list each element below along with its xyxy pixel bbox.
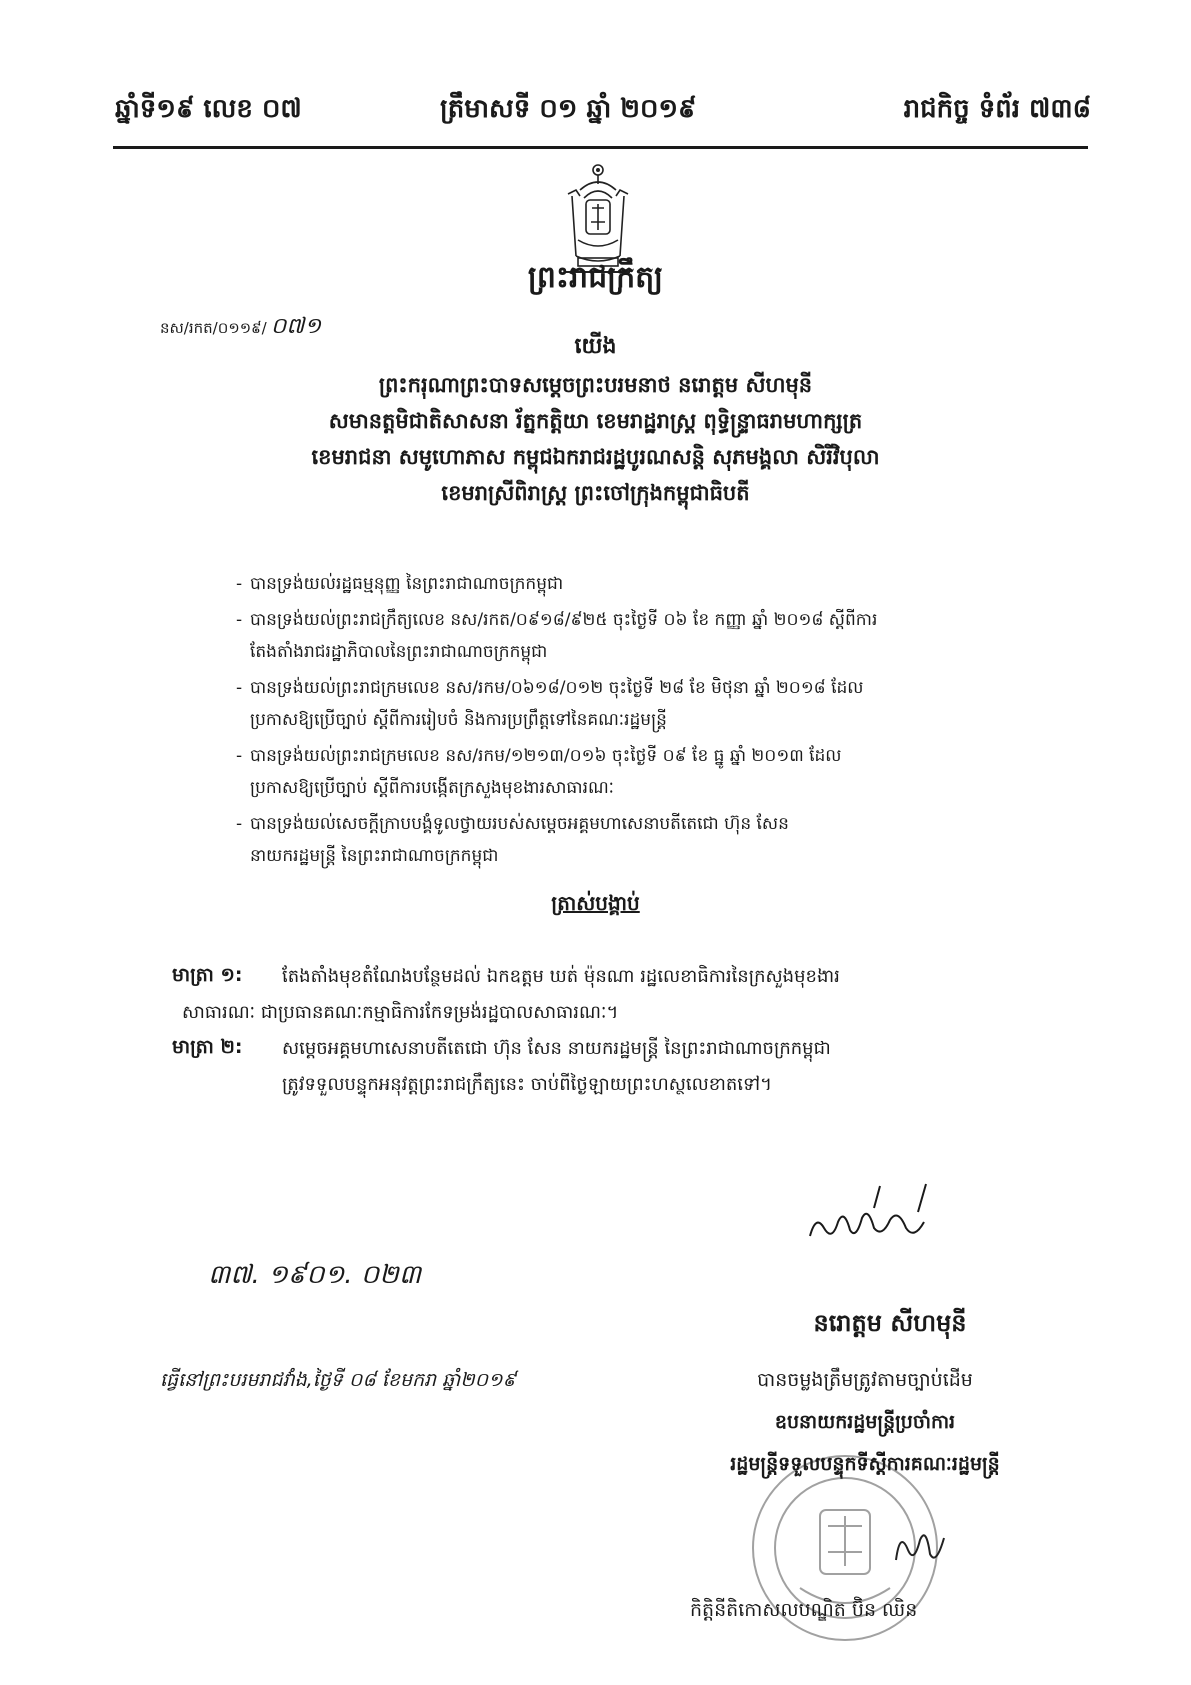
article-2-line-1: សម្ដេចអគ្គមហាសេនាបតីតេជោ ហ៊ុន សែន នាយករដ្ឋមន្ដ្រី នៃព្រះរាជាណាចក្រកម្ពុជា xyxy=(282,1038,831,1059)
certified-copy-note: បានចម្លងត្រឹមត្រូវតាមច្បាប់ដើម xyxy=(757,1369,973,1391)
signing-place-date: ធ្វើនៅព្រះបរមរាជវាំង,ថ្ងៃទី ០៨ ខែមករា ឆ្នាំ២០១៩ xyxy=(160,1369,516,1391)
king-title-line-1: ព្រះករុណាព្រះបាទសម្ដេចព្រះបរមនាថ នរោត្ដម សីហមុនី xyxy=(378,373,813,397)
handwritten-registration-number: ៣៧. ១៩០១. ០២៣ xyxy=(208,1260,422,1290)
article-1-label: មាត្រា ១: xyxy=(172,964,243,986)
gazette-page-number: រាជកិច្ច ទំព័រ ៧៣៨ xyxy=(903,94,1091,124)
preamble-line: បានទ្រង់យល់ព្រះរាជក្រឹត្យលេខ នស/រកត/០៩១៨/៩២៥ ចុះថ្ងៃទី ០៦ ខែ កញ្ញា ឆ្នាំ ២០១៨ ស្ដីពីការ xyxy=(250,610,878,630)
article-1-line-1: តែងតាំងមុខតំណែងបន្ថែមដល់ ឯកឧត្ដម ឃត់ ម៉ុនណា រដ្ឋលេខាធិការនៃក្រសួងមុខងារ xyxy=(282,966,840,987)
preamble-line: បានទ្រង់យល់រដ្ឋធម្មនុញ្ញ នៃព្រះរាជាណាចក្រកម្ពុជា xyxy=(250,574,564,594)
preamble-line: បានទ្រង់យល់ព្រះរាជក្រមលេខ នស/រកម/១២១៣/០១៦ ចុះថ្ងៃទី ០៩ ខែ ធ្នូ ឆ្នាំ ២០១៣ ដែល xyxy=(250,746,842,766)
king-name: នរោត្ដម សីហមុនី xyxy=(813,1309,967,1337)
header-divider xyxy=(113,146,1088,149)
secretary-general-name: កិត្ដិនីតិកោសលបណ្ឌិត ប៊ិន ឈិន xyxy=(690,1599,918,1621)
decree-reference-handwritten: ០៧១ xyxy=(270,314,321,339)
preamble-line: តែងតាំងរាជរដ្ឋាភិបាលនៃព្រះរាជាណាចក្រកម្ពុជា xyxy=(250,642,548,662)
preamble-line: ប្រកាសឱ្យប្រើច្បាប់ ស្ដីពីការរៀបចំ និងការប្រព្រឹត្ដទៅនៃគណៈរដ្ឋមន្ដ្រី xyxy=(250,710,667,730)
official-signature xyxy=(890,1520,950,1570)
preamble-item: - បានទ្រង់យល់រដ្ឋធម្មនុញ្ញ នៃព្រះរាជាណាចក្រកម្ពុជា xyxy=(250,568,980,600)
we-heading: យើង xyxy=(574,334,617,359)
article-2-line-2: ត្រូវទទួលបន្ទុកអនុវត្ដព្រះរាជក្រឹត្យនេះ ចាប់ពីថ្ងៃឡាយព្រះហស្ថលេខាតទៅ។ xyxy=(282,1074,772,1095)
king-title-line-3: ខេមរាជនា សមូហោភាស កម្ពុជឯករាជរដ្ឋបូរណសន្ដិ សុភមង្គលា សិរីវិបុលា xyxy=(311,445,880,469)
preamble-item: - បានទ្រង់យល់ព្រះរាជក្រមលេខ នស/រកម/១២១៣/០១៦ ចុះថ្ងៃទី ០៩ ខែ ធ្នូ ឆ្នាំ ២០១៣ ដែល ប្រកាសឱ្យប្រើច្បាប់ ស្ដីពីការបង្កើតក្រសួងមុខងារសាធារណៈ xyxy=(250,740,980,804)
preamble-item: - បានទ្រង់យល់សេចក្ដីក្រាបបង្គំទូលថ្វាយរបស់សម្ដេចអគ្គមហាសេនាបតីតេជោ ហ៊ុន សែន នាយករដ្ឋមន្ដ្រី នៃព្រះរាជាណាចក្រកម្ពុជា xyxy=(250,808,980,872)
preamble-line: បានទ្រង់យល់ព្រះរាជក្រមលេខ នស/រកម/០៦១៨/០១២ ចុះថ្ងៃទី ២៨ ខែ មិថុនា ឆ្នាំ ២០១៨ ដែល xyxy=(250,678,864,698)
preamble-line: ប្រកាសឱ្យប្រើច្បាប់ ស្ដីពីការបង្កើតក្រសួងមុខងារសាធារណៈ xyxy=(250,778,614,798)
preamble-line: នាយករដ្ឋមន្ដ្រី នៃព្រះរាជាណាចក្រកម្ពុជា xyxy=(250,846,499,866)
preamble-line: បានទ្រង់យល់សេចក្ដីក្រាបបង្គំទូលថ្វាយរបស់សម្ដេចអគ្គមហាសេនាបតីតេជោ ហ៊ុន សែន xyxy=(250,814,789,834)
preamble-item: - បានទ្រង់យល់ព្រះរាជក្រឹត្យលេខ នស/រកត/០៩១៨/៩២៥ ចុះថ្ងៃទី ០៦ ខែ កញ្ញា ឆ្នាំ ២០១៨ ស្ដីពីការ តែងតាំងរាជរដ្ឋាភិបាលនៃព្រះរាជាណាចក្រកម្ពុជា xyxy=(250,604,980,668)
article-2-label: មាត្រា ២: xyxy=(172,1036,243,1058)
order-heading: ត្រាស់បង្គាប់ xyxy=(551,891,640,915)
deputy-pm-title: ឧបនាយករដ្ឋមន្ដ្រីប្រចាំការ xyxy=(774,1411,956,1433)
preamble-item: - បានទ្រង់យល់ព្រះរាជក្រមលេខ នស/រកម/០៦១៨/០១២ ចុះថ្ងៃទី ២៨ ខែ មិថុនា ឆ្នាំ ២០១៨ ដែល ប្រកាសឱ្យប្រើច្បាប់ ស្ដីពីការរៀបចំ និងការប្រព្រឹត្ដទៅនៃគណៈរដ្ឋមន្ដ្រី xyxy=(250,672,980,736)
document-type-title: ព្រះរាជក្រឹត្យ xyxy=(527,260,664,295)
article-1-line-2: សាធារណៈ ជាប្រធានគណៈកម្មាធិការកែទម្រង់រដ្ឋបាលសាធារណៈ។ xyxy=(182,1002,619,1023)
gazette-quarter: ត្រឹមាសទី ០១ ឆ្នាំ ២០១៩ xyxy=(440,94,697,124)
king-title-line-4: ខេមរាស្រីពិរាស្ដ្រ ព្រះចៅក្រុងកម្ពុជាធិបតី xyxy=(441,481,750,505)
minister-council-title: រដ្ឋមន្ដ្រីទទួលបន្ទុកទីស្ដីការគណៈរដ្ឋមន្ដ្រី xyxy=(730,1453,1000,1475)
king-signature xyxy=(802,1178,942,1248)
decree-reference-printed: នស/រកត/០១១៩/ xyxy=(160,319,267,337)
gazette-year-issue: ឆ្នាំទី១៩ លេខ ០៧ xyxy=(115,94,302,124)
king-title-line-2: សមានត្ដមិជាតិសាសនា រ័ត្នកត្ដិយា ខេមរាដ្ឋរាស្ដ្រ ពុទ្ធិន្ទ្រាធរាមហាក្សត្រ xyxy=(328,409,863,433)
